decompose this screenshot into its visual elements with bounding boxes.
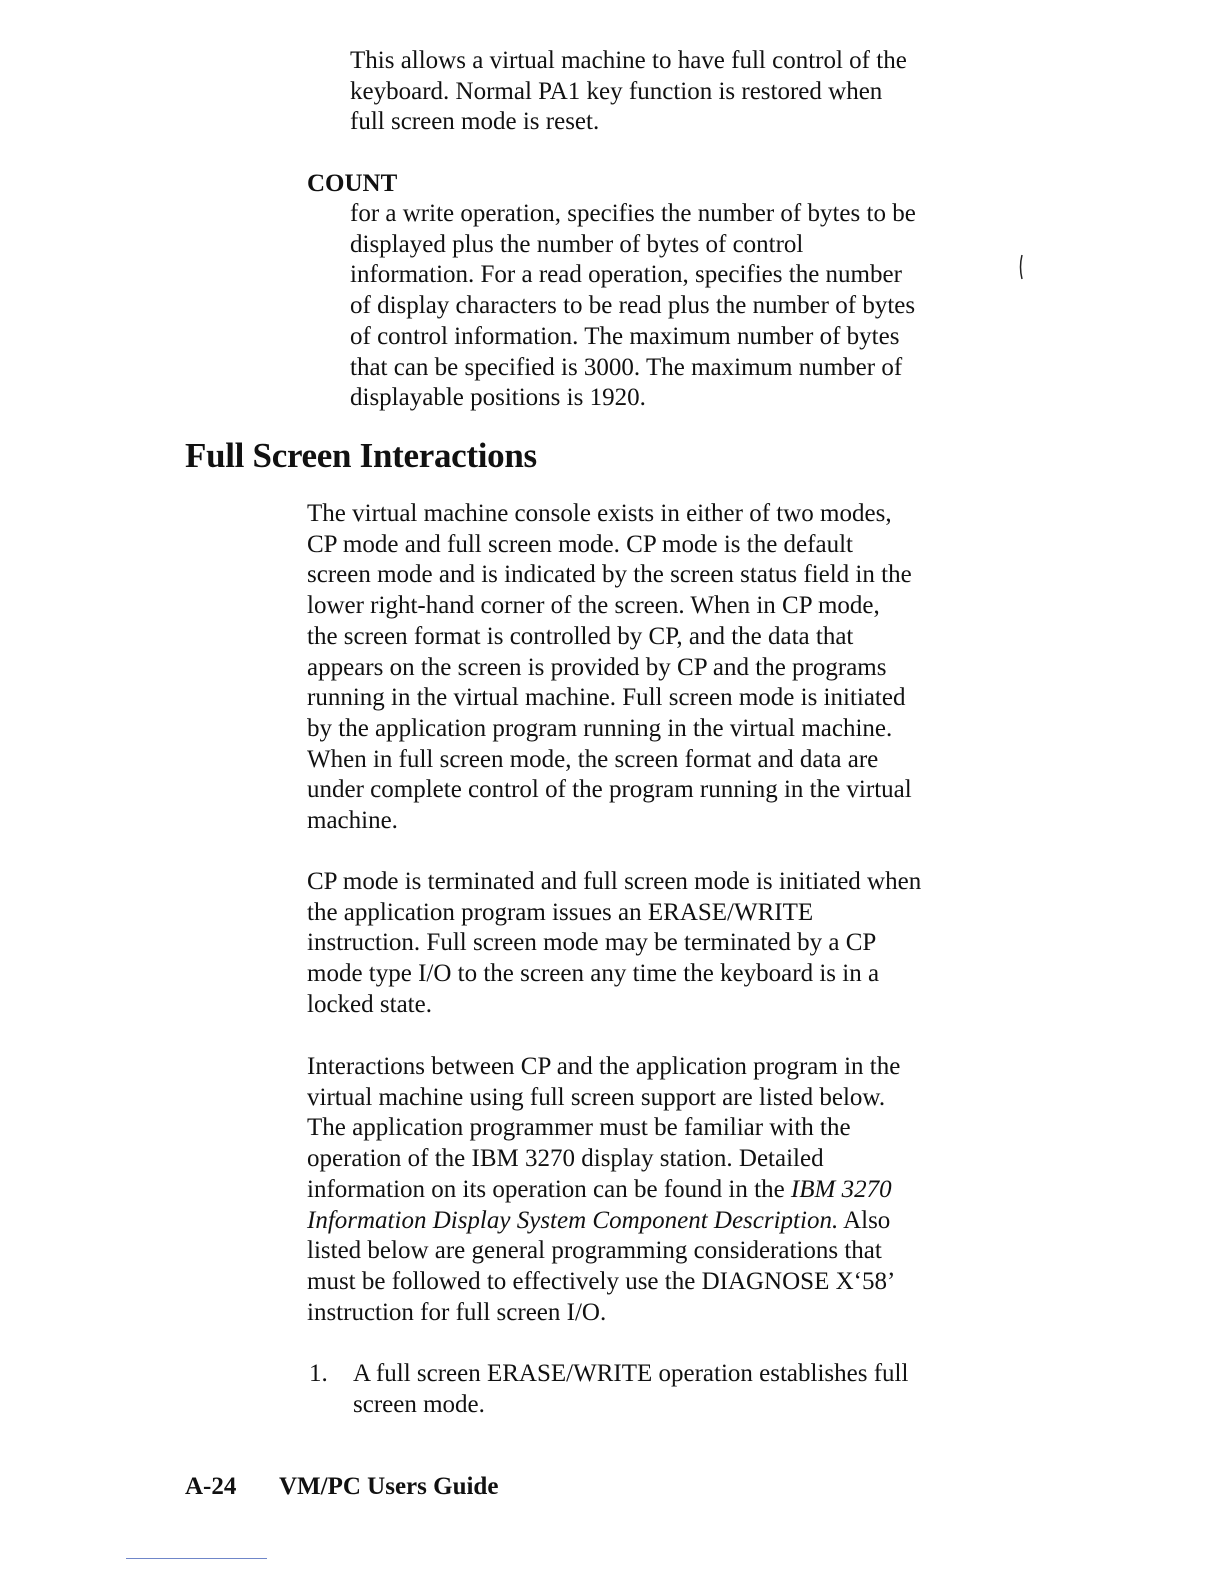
section-paragraph-3 — [307, 1052, 1007, 1328]
footer-book-title: VM/PC Users Guide — [279, 1473, 499, 1500]
footer-page-number: A-24 — [185, 1473, 237, 1500]
section-paragraph-1: The virtual machine console exists in either of two modes, CP mode and full screen mode. CP mode is the default screen mode and is indicated by the screen status field in the lower right-hand corner of the screen. When in CP mode, the screen format is controlled by CP, and the data that appears on the screen is provided by CP and the programs running in the virtual machine. Full screen mode is initiated by the application program running in the virtual machine. When in full screen mode, the screen format and data are under complete control of the program running in the virtual machine. — [307, 500, 912, 835]
count-description: for a write operation, specifies the number of bytes to be displayed plus the number of bytes of control information. For a read operation, specifies the number of display characters to be read plus the number of bytes of control information. The maximum number of bytes that can be specified is 3000. The maximum number of displayable positions is 1920. — [350, 200, 916, 412]
intro-paragraph: This allows a virtual machine to have full control of the keyboard. Normal PA1 key function is restored when full screen mode is reset. — [350, 47, 907, 136]
section-paragraph-2: CP mode is terminated and full screen mode is initiated when the application program issues an ERASE/WRITE instruction. Full screen mode may be terminated by a CP mode type I/O to the screen any time the keyboard is in a locked state. — [307, 868, 922, 1018]
reference-book-title: IBM 3270 Information Display System Component Description. — [307, 1175, 892, 1234]
count-term: COUNT — [307, 170, 398, 197]
section-heading: Full Screen Interactions — [185, 436, 537, 475]
list-item-number: 1. — [309, 1360, 328, 1387]
paragraph-3-text-after: Also listed below are general programming considerations that must be followed to effectively use the DIAGNOSE X‘58’ instruction for full screen I/O. — [307, 1206, 896, 1326]
list-item-text: A full screen ERASE/WRITE operation establishes full screen mode. — [353, 1360, 909, 1418]
margin-mark — [1018, 254, 1024, 280]
footer-rule — [126, 1558, 267, 1559]
paragraph-3-text-before: Interactions between CP and the application program in the virtual machine using full screen support are listed below. The application programmer must be familiar with the operation of the IBM 3270 display station. Detailed information on its operation can be found in the — [307, 1053, 901, 1203]
